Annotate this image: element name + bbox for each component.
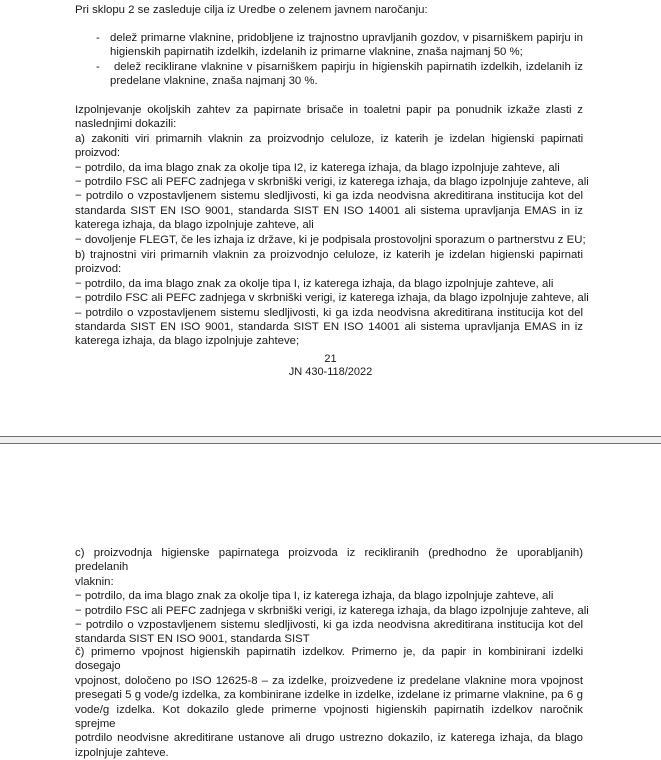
document-page-22 <box>0 444 661 759</box>
section-a-item-cont: standarda SIST EN ISO 9001, standarda SIST EN ISO 14001 ali sistema upravljanja EMAS in iz <box>75 204 583 217</box>
page-number: 21 <box>324 353 337 365</box>
section-a-heading: a) zakoniti viri primarnih vlaknin za proizvodnjo celuloze, iz katerih je izdelan higienski papirnati proizvod: <box>75 132 583 160</box>
goals-bullet-list <box>0 31 583 89</box>
section-c-heading-cont: vlaknin: <box>75 575 114 588</box>
paragraph-line: naslednjimi dokazili: <box>75 118 177 131</box>
section-b-item: − potrdilo FSC ali PEFC zadnjega v skrbniški verigi, iz katerega izhaja, da blago izpolnjuje zahteve, ali <box>75 292 589 305</box>
section-b <box>75 248 589 349</box>
list-item <box>0 60 583 89</box>
list-item <box>0 31 583 60</box>
bullet-line: higienskih papirnatih izdelkih, izdelanih iz primarne vlaknine, znaša najmanj 50 %; <box>110 46 523 59</box>
section-ch-line: č) primerno vpojnost higienskih papirnatih izdelkov. Primerno je, da papir in kombinirani izdelki dosegajo <box>75 646 583 673</box>
bullet-dash-icon: - <box>96 32 100 44</box>
section-c <box>75 546 589 647</box>
section-a-item: − potrdilo, da ima blago znak za okolje tipa I2, iz katerega izhaja, da blago izpolnjuje zahteve, ali <box>75 161 560 174</box>
section-ch-line: izpolnjuje zahteve. <box>75 746 169 759</box>
bullet-line: predelane vlaknine, znaša najmanj 30 %. <box>110 75 318 88</box>
section-b-item: – potrdilo o vzpostavljenem sistemu sledljivosti, ki ga izda neodvisna akreditirana institucija kot del <box>75 306 583 319</box>
intro-text: Pri sklopu 2 se zasleduje cilja iz Uredbe o zelenem javnem naročanju: <box>75 4 428 16</box>
page-footer <box>0 353 661 379</box>
section-c-item-cont: standarda SIST EN ISO 9001, standarda SIST <box>75 633 310 646</box>
paragraph-line: Izpolnjevanje okoljskih zahtev za papirnate brisače in toaletni papir pa ponudnik izkaže zlasti z <box>75 104 583 116</box>
bullet-line: delež primarne vlaknine, pridobljene iz trajnostno upravljanih gozdov, v pisarniškem papirju in <box>110 32 583 44</box>
section-a-item: − potrdilo FSC ali PEFC zadnjega v skrbniški verigi, iz katerega izhaja, da blago izpolnjuje zahteve, ali <box>75 176 589 189</box>
bullet-line: delež reciklirane vlaknine v pisarniškem papirju in higienskih papirnatih izdelkih, izdelanih iz <box>110 60 583 73</box>
section-b-item: − potrdilo, da ima blago znak za okolje tipa I, iz katerega izhaja, da blago izpolnjuje zahteve, ali <box>75 277 554 290</box>
section-b-heading-cont: proizvod: <box>75 263 122 276</box>
section-c-item: − potrdilo o vzpostavljenem sistemu sledljivosti, ki ga izda neodvisna akreditirana institucija kot del <box>75 619 583 632</box>
section-a-item-cont: katerega izhaja, da blago izpolnjuje zahteve, ali <box>75 219 314 232</box>
section-ch-line: vpojnost, določeno po ISO 12625-8 – za izdelke, proizvedene iz predelane vlaknine mora vpojnost <box>75 674 583 687</box>
section-b-item-cont: standarda SIST EN ISO 9001, standarda SIST EN ISO 14001 ali sistema upravljanja EMAS in iz <box>75 321 583 334</box>
section-a-item: − dovoljenje FLEGT, če les izhaja iz države, ki je podpisala prostovoljni sporazum o partnerstvu z EU; <box>75 233 586 246</box>
intro-paragraph <box>75 3 583 17</box>
section-ch-line: potrdilo neodvisne akreditirane ustanove ali drugo ustrezno dokazilo, iz katerega izhaja, da blago <box>75 732 583 745</box>
page-break-divider <box>0 436 661 444</box>
section-b-heading: b) trajnostni viri primarnih vlaknin za proizvodnjo celuloze, iz katerih je izdelan higienski papirnati <box>75 249 583 261</box>
section-a-item: − potrdilo o vzpostavljenem sistemu sledljivosti, ki ga izda neodvisna akreditirana institucija kot del <box>75 190 583 203</box>
section-c-heading: c) proizvodnja higienske papirnatega proizvoda iz recikliranih (predhodno že uporabljanih) predelanih <box>75 547 583 574</box>
evidence-paragraph <box>75 103 589 247</box>
bullet-dash-icon: - <box>96 60 100 73</box>
section-ch-line: vode/g izdelka. Kot dokazilo glede primerne vpojnosti higienskih papirnatih izdelkov naročnik sprejme <box>75 703 583 731</box>
document-reference: JN 430-118/2022 <box>288 366 373 378</box>
section-ch-line: presegati 5 g vode/g izdelka, za kombinirane izdelke in izdelke, izdelane iz primarne vlaknine, pa 6 g <box>75 689 583 702</box>
section-b-item-cont: katerega izhaja, da blago izpolnjuje zahteve; <box>75 335 300 348</box>
section-ch <box>75 645 583 760</box>
section-c-item: − potrdilo, da ima blago znak za okolje tipa I, iz katerega izhaja, da blago izpolnjuje zahteve, ali <box>75 590 554 603</box>
section-c-item: − potrdilo FSC ali PEFC zadnjega v skrbniški verigi, iz katerega izhaja, da blago izpolnjuje zahteve, ali <box>75 604 589 617</box>
